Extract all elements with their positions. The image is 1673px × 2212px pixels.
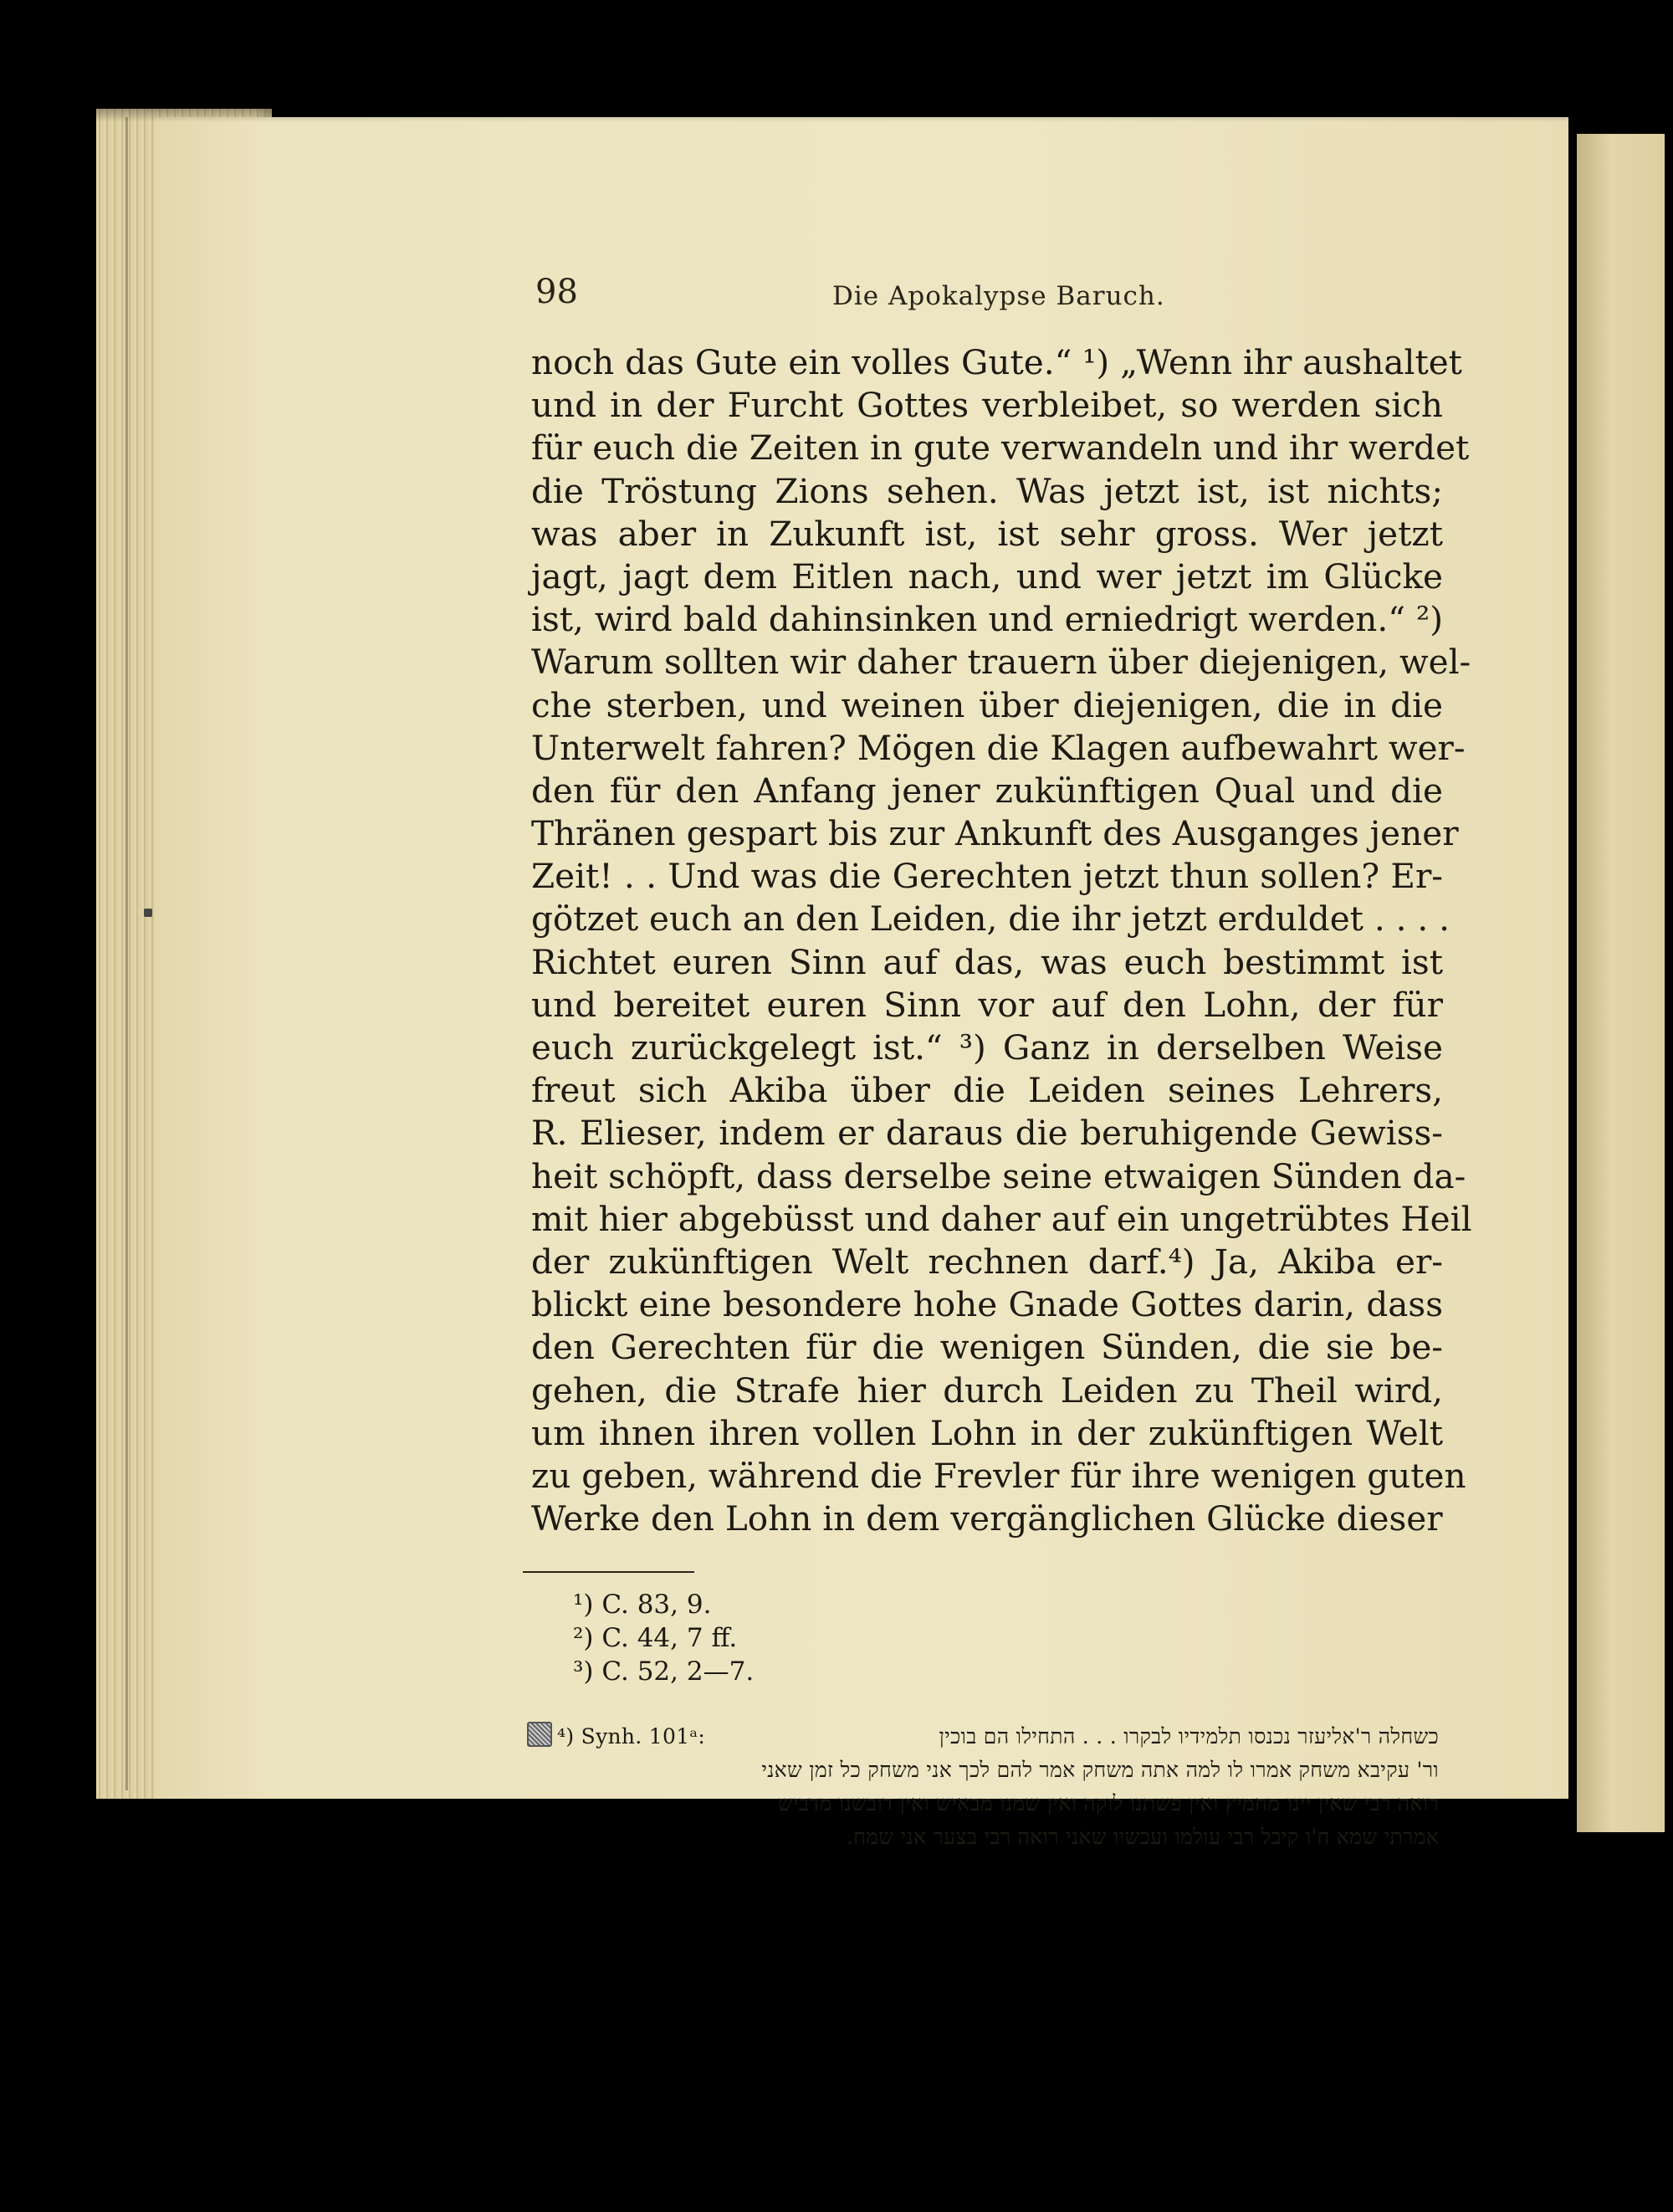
text-line: mit hier abgebüsst und daher auf ein ungetrübtes Heil (531, 1198, 1472, 1239)
footnote-text: C. 44, 7 ff. (601, 1623, 738, 1653)
footnote-number: ¹) (573, 1590, 594, 1620)
text-line: und in der Furcht Gottes verbleibet, so werden sich (531, 385, 1443, 426)
footnote-number: ²) (573, 1623, 594, 1653)
footnote-number: ³) (573, 1656, 594, 1687)
hebrew-line: רואה רבי שאין יינו מחמיץ ואין פשתנו לוקה ואין שמנו מבאיש ואין דובשנו מדביש (777, 1791, 1439, 1815)
page-stack-shadow (125, 117, 128, 1790)
footnote-3 (527, 1655, 1439, 1688)
text-line: euch zurückgelegt ist.“ ³) Ganz in derselben Weise (531, 1027, 1443, 1068)
footnote-text: C. 83, 9. (601, 1590, 712, 1620)
text-line: um ihnen ihren vollen Lohn in der zukünftigen Welt (531, 1412, 1443, 1453)
margin-mark (144, 909, 152, 917)
text-line: R. Elieser, indem er daraus die beruhigende Gewiss- (531, 1113, 1443, 1154)
footnote-4 (527, 1720, 1439, 1854)
text-line: Warum sollten wir daher trauern über diejenigen, wel- (531, 642, 1471, 683)
footnote-2 (527, 1621, 1439, 1655)
text-line: götzet euch an den Leiden, die ihr jetzt erduldet . . . . (531, 899, 1450, 940)
text-line: was aber in Zukunft ist, ist sehr gross. Wer jetzt (531, 513, 1443, 554)
page-number: 98 (535, 273, 578, 311)
running-head (535, 273, 1439, 318)
footnote-1 (527, 1588, 1439, 1621)
hebrew-line: אמרתי שמא ח'ו קיבל רבי עולמו ועכשיו שאני רואה רבי בצער אני שמח. (846, 1825, 1439, 1849)
text-line: und bereitet euren Sinn vor auf den Lohn, der für (531, 984, 1443, 1025)
text-line: Thränen gespart bis zur Ankunft des Ausganges jener (531, 813, 1459, 854)
text-line: zu geben, während die Frevler für ihre wenigen guten (531, 1455, 1466, 1496)
body-text (531, 341, 1472, 1540)
hebrew-line: ור' עקיבא משחק אמרו לו למה אתה משחק אמר להם לכך אני משחק כל זמן שאני (761, 1758, 1439, 1782)
footnote-4-first-line (527, 1720, 1439, 1754)
text-line: blickt eine besondere hohe Gnade Gottes darin, dass (531, 1284, 1443, 1325)
text-line: freut sich Akiba über die Leiden seines Lehrers, (531, 1070, 1443, 1111)
text-line: der zukünftigen Welt rechnen darf.⁴) Ja, Akiba er- (531, 1241, 1443, 1282)
footnote-text: C. 52, 2—7. (601, 1656, 755, 1687)
text-line: gehen, die Strafe hier durch Leiden zu Theil wird, (531, 1370, 1443, 1411)
hebrew-line: כשחלה ר'אליעזר נכנסו תלמידיו לבקרו . . . התחילו הם בוכין (939, 1724, 1439, 1749)
footnote-rule (523, 1571, 694, 1573)
text-line: Werke den Lohn in dem vergänglichen Glücke dieser (531, 1498, 1443, 1539)
footnotes (527, 1588, 1439, 1849)
text-line: Unterwelt fahren? Mögen die Klagen aufbewahrt wer- (531, 727, 1466, 768)
top-shadow (96, 107, 1581, 122)
text-line: noch das Gute ein volles Gute.“ ¹) „Wenn ihr aushaltet (531, 342, 1462, 382)
facing-page-edge (1577, 134, 1665, 1832)
text-line: jagt, jagt dem Eitlen nach, und wer jetzt im Glücke (531, 556, 1443, 597)
text-line: den Gerechten für die wenigen Sünden, die sie be- (531, 1327, 1443, 1368)
text-line: Richtet euren Sinn auf das, was euch bestimmt ist (531, 941, 1443, 982)
text-line: die Tröstung Zions sehen. Was jetzt ist, ist nichts; (531, 470, 1443, 511)
stamp-mark-icon (527, 1722, 552, 1747)
footnote-reference: Synh. 101ᵃ: (581, 1724, 706, 1749)
text-line: für euch die Zeiten in gute verwandeln und ihr werdet (531, 428, 1470, 469)
text-line: heit schöpft, dass derselbe seine etwaigen Sünden da- (531, 1155, 1466, 1196)
running-title: Die Apokalypse Baruch. (832, 281, 1165, 311)
text-line: Zeit! . . Und was die Gerechten jetzt thun sollen? Er- (531, 856, 1443, 897)
text-line: che sterben, und weinen über diejenigen, die in die (531, 684, 1443, 725)
footnote-number: ⁴) (557, 1724, 575, 1749)
text-line: den für den Anfang jener zukünftigen Qual und die (531, 770, 1443, 811)
text-line: ist, wird bald dahinsinken und erniedrigt werden.“ ²) (531, 599, 1443, 640)
